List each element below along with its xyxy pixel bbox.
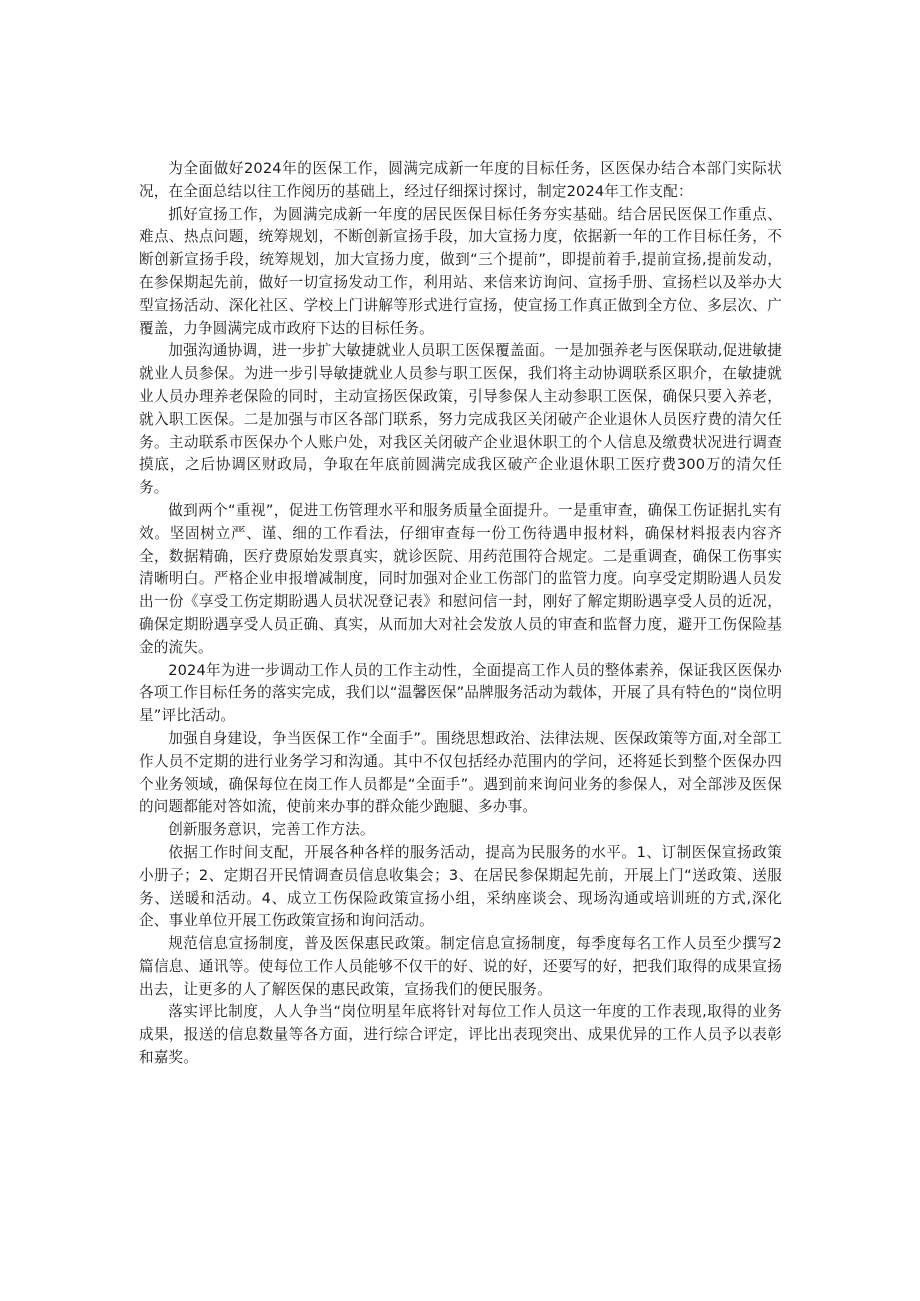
paragraph-self-building: 加强自身建设，争当医保工作“全面手”。围绕思想政治、法律法规、医保政策等方面,对全部工作人员不定期的进行业务学习和沟通。其中不仅包括经办范围内的学问，还将延长到整个医保办四个业务领域，确保每位在岗工作人员都是“全面手”。遇到前来询问业务的参保人，对全部涉及医保的问题都能对答如流，使前来办事的群众能少跑腿、多办事。 [139, 729, 782, 816]
paragraph-evaluation: 落实评比制度，人人争当“岗位明星年底将针对每位工作人员这一年度的工作表现,取得的业务成果，报送的信息数量等各方面，进行综合评定，评比出表现突出、成果优异的工作人员予以表彰和嘉奖。 [139, 1003, 782, 1067]
paragraph-publicity: 抓好宣扬工作，为圆满完成新一年度的居民医保目标任务夯实基础。结合居民医保工作重点、难点、热点问题，统筹规划，不断创新宣扬手段，加大宣扬力度，依据新一年的工作目标任务，不断创新宣扬手段，统筹规划，加大宣扬力度，做到“三个提前”，即提前着手,提前宣扬,提前发动，在参保期起先前，做好一切宣扬发动工作，利用站、来信来访询问、宣扬手册、宣扬栏以及举办大型宣扬活动、深化社区、学校上门讲解等形式进行宣扬，使宣扬工作真正做到全方位、多层次、广覆盖，力争圆满完成市政府下达的目标任务。 [139, 205, 782, 337]
paragraph-information: 规范信息宣扬制度，普及医保惠民政策。制定信息宣扬制度，每季度每名工作人员至少撰写2篇信息、通讯等。使每位工作人员能够不仅干的好、说的好，还要写的好，把我们取得的成果宣扬出去，让更多的人了解医保的惠民政策，宣扬我们的便民服务。 [139, 935, 782, 998]
paragraph-service-activities: 依据工作时间支配，开展各种各样的服务活动，提高为民服务的水平。1、订制医保宣扬政策小册子；2、定期召开民情调查员信息收集会；3、在居民参保期起先前，开展上门“送政策、送服务、送暖和活动。4、成立工伤保险政策宣扬小组，采纳座谈会、现场沟通或培训班的方式,深化企、事业单位开展工伤政策宣扬和询问活动。 [139, 843, 782, 930]
paragraph-coordination: 加强沟通协调，进一步扩大敏捷就业人员职工医保覆盖面。一是加强养老与医保联动,促进敏捷就业人员参保。为进一步引导敏捷就业人员参与职工医保，我们将主动协调联系区职介，在敏捷就业人员办理养老保险的同时，主动宣扬医保政策，引导参保人主动参职工医保，确保只要入养老，就入职工医保。二是加强与市区各部门联系，努力完成我区关闭破产企业退休人员医疗费的清欠任务。主动联系市医保办个人账户处，对我区关闭破产企业退休职工的个人信息及缴费状况进行调查摸底，之后协调区财政局，争取在年底前圆满完成我区破产企业退休职工医疗费300万的清欠任务。 [139, 342, 782, 497]
paragraph-intro: 为全面做好2024年的医保工作，圆满完成新一年度的目标任务，区医保办结合本部门实际状况，在全面总结以往工作阅历的基础上，经过仔细探讨探讨，制定2024年工作支配： [139, 160, 782, 200]
document-body [139, 158, 782, 1070]
paragraph-service-innovation: 创新服务意识，完善工作方法。 [168, 821, 375, 839]
paragraph-work-injury: 做到两个“重视”，促进工伤管理水平和服务质量全面提升。一是重审查，确保工伤证据扎实有效。坚固树立严、谨、细的工作看法，仔细审查每一份工伤待遇申报材料，确保材料报表内容齐全，数据精确，医疗费原始发票真实，就诊医院、用药范围符合规定。二是重调查，确保工伤事实清晰明白。严格企业申报增减制度，同时加强对企业工伤部门的监管力度。向享受定期盼遇人员发出一份《享受工伤定期盼遇人员状况登记表》和慰问信一封，刚好了解定期盼遇享受人员的近况，确保定期盼遇享受人员正确、真实，从而加大对社会发放人员的审查和监督力度，避开工伤保险基金的流失。 [139, 501, 782, 656]
paragraph-2024-activity: 2024年为进一步调动工作人员的工作主动性，全面提高工作人员的整体素养，保证我区医保办各项工作目标任务的落实完成，我们以“温馨医保”品牌服务活动为载体，开展了具有特色的“岗位明星”评比活动。 [139, 661, 782, 725]
